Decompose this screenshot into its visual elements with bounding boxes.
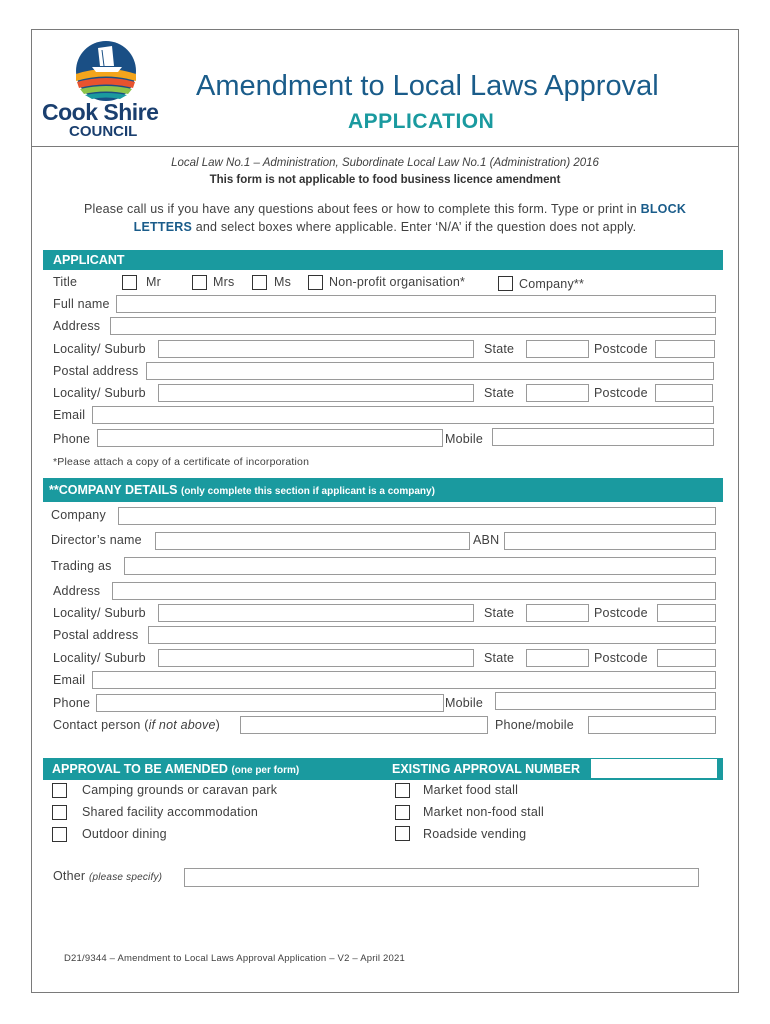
company-mobile-label: Mobile — [445, 696, 484, 710]
title-mrs-checkbox[interactable] — [192, 275, 207, 290]
market-nonfood-label: Market non-food stall — [423, 805, 544, 819]
postcode-field[interactable] — [655, 340, 715, 358]
company-postcode-field[interactable] — [657, 604, 716, 622]
shared-facility-label: Shared facility accommodation — [82, 805, 259, 819]
approval-heading-text: APPROVAL TO BE AMENDED — [52, 762, 228, 776]
company-heading-note: (only complete this section if applicant is a company) — [180, 486, 435, 497]
other-label — [53, 869, 162, 883]
company-email-field[interactable] — [92, 671, 716, 689]
page-title: Amendment to Local Laws Approval — [196, 70, 659, 102]
email-field[interactable] — [92, 406, 714, 424]
contact-label-a: Contact person ( — [53, 718, 149, 732]
address-field[interactable] — [110, 317, 716, 335]
postcode-label: Postcode — [594, 342, 648, 356]
phone-mobile-label: Phone/mobile — [495, 718, 574, 732]
company-field[interactable] — [118, 507, 716, 525]
abn-label: ABN — [473, 533, 500, 547]
shared-facility-checkbox[interactable] — [52, 805, 67, 820]
other-label-note: (please specify) — [88, 872, 163, 883]
locality-label: Locality/ Suburb — [53, 342, 146, 356]
logo-text-line1: Cook Shire — [42, 99, 159, 125]
abn-field[interactable] — [504, 532, 716, 550]
company-heading — [43, 478, 723, 502]
company-state-field[interactable] — [526, 604, 589, 622]
company-postal-state-label: State — [484, 651, 515, 665]
company-address-field[interactable] — [112, 582, 716, 600]
outdoor-dining-label: Outdoor dining — [82, 827, 167, 841]
email-label: Email — [53, 408, 86, 422]
approval-heading-note: (one per form) — [231, 765, 300, 776]
company-locality-field[interactable] — [158, 604, 474, 622]
existing-approval-field[interactable] — [591, 759, 717, 778]
instructions — [31, 202, 739, 216]
mobile-field[interactable] — [492, 428, 714, 446]
market-nonfood-checkbox[interactable] — [395, 805, 410, 820]
other-label-text: Other — [53, 869, 86, 883]
instructions-text-2: and select boxes where applicable. Enter ‘N/A’ if the question does not apply. — [192, 220, 637, 234]
camping-checkbox[interactable] — [52, 783, 67, 798]
phone-label: Phone — [53, 432, 91, 446]
header-divider — [31, 146, 739, 147]
locality-field[interactable] — [158, 340, 474, 358]
title-company-label: Company** — [519, 277, 585, 291]
company-mobile-field[interactable] — [495, 692, 716, 710]
company-heading-text: **COMPANY DETAILS — [49, 483, 178, 497]
applicant-heading — [43, 250, 723, 270]
company-postcode-label: Postcode — [594, 606, 648, 620]
company-phone-label: Phone — [53, 696, 91, 710]
title-ms-label: Ms — [274, 275, 292, 289]
company-phone-field[interactable] — [96, 694, 444, 712]
title-mr-checkbox[interactable] — [122, 275, 137, 290]
company-state-label: State — [484, 606, 515, 620]
council-logo — [42, 36, 172, 144]
camping-label: Camping grounds or caravan park — [82, 783, 278, 797]
title-ms-checkbox[interactable] — [252, 275, 267, 290]
full-name-label: Full name — [53, 297, 110, 311]
company-postal-postcode-label: Postcode — [594, 651, 648, 665]
postal-state-label: State — [484, 386, 515, 400]
outdoor-dining-checkbox[interactable] — [52, 827, 67, 842]
phone-field[interactable] — [97, 429, 443, 447]
postal-address-field[interactable] — [146, 362, 714, 380]
roadside-vending-label: Roadside vending — [423, 827, 527, 841]
title-nonprofit-label: Non-profit organisation* — [329, 275, 466, 289]
contact-label-b: if not above — [148, 718, 216, 732]
company-postal-postcode-field[interactable] — [657, 649, 716, 667]
company-postal-locality-label: Locality/ Suburb — [53, 651, 146, 665]
postal-locality-label: Locality/ Suburb — [53, 386, 146, 400]
state-label: State — [484, 342, 515, 356]
mobile-label: Mobile — [445, 432, 484, 446]
logo-text-line2: COUNCIL — [69, 123, 138, 140]
company-email-label: Email — [53, 673, 86, 687]
postal-postcode-field[interactable] — [655, 384, 713, 402]
phone-mobile-field[interactable] — [588, 716, 716, 734]
company-address-label: Address — [53, 584, 101, 598]
law-reference: Local Law No.1 – Administration, Subordinate Local Law No.1 (Administration) 2016 — [171, 157, 599, 169]
other-field[interactable] — [184, 868, 699, 887]
instructions-line2 — [31, 220, 739, 234]
incorporation-footnote: *Please attach a copy of a certificate of incorporation — [53, 456, 310, 468]
postal-locality-field[interactable] — [158, 384, 474, 402]
title-company-checkbox[interactable] — [498, 276, 513, 291]
title-nonprofit-checkbox[interactable] — [308, 275, 323, 290]
trading-as-label: Trading as — [51, 559, 112, 573]
trading-as-field[interactable] — [124, 557, 716, 575]
market-food-label: Market food stall — [423, 783, 519, 797]
roadside-vending-checkbox[interactable] — [395, 826, 410, 841]
company-postal-label: Postal address — [53, 628, 139, 642]
company-postal-state-field[interactable] — [526, 649, 589, 667]
instructions-bold-2: LETTERS — [133, 220, 193, 234]
address-label: Address — [53, 319, 101, 333]
company-locality-label: Locality/ Suburb — [53, 606, 146, 620]
postal-postcode-label: Postcode — [594, 386, 648, 400]
company-label: Company — [51, 508, 106, 522]
footer-doc-ref: D21/9344 – Amendment to Local Laws Approval Application – V2 – April 2021 — [64, 953, 405, 964]
state-field[interactable] — [526, 340, 589, 358]
postal-state-field[interactable] — [526, 384, 589, 402]
contact-person-field[interactable] — [240, 716, 488, 734]
title-mrs-label: Mrs — [213, 275, 235, 289]
company-postal-field[interactable] — [148, 626, 716, 644]
contact-label-c: ) — [215, 718, 221, 732]
postal-address-label: Postal address — [53, 364, 139, 378]
market-food-checkbox[interactable] — [395, 783, 410, 798]
instructions-bold: BLOCK — [640, 202, 687, 216]
director-label: Director’s name — [51, 533, 142, 547]
director-field[interactable] — [155, 532, 470, 550]
full-name-field[interactable] — [116, 295, 716, 313]
contact-person-label — [53, 718, 220, 732]
page-subtitle: APPLICATION — [348, 110, 495, 133]
applicant-heading-text: APPLICANT — [53, 253, 125, 267]
instructions-text: Please call us if you have any questions about fees or how to complete this form. Type or print in — [83, 202, 641, 216]
company-postal-locality-field[interactable] — [158, 649, 474, 667]
title-mr-label: Mr — [146, 275, 161, 289]
not-applicable-note: This form is not applicable to food business licence amendment — [209, 174, 561, 186]
title-label: Title — [53, 275, 78, 289]
existing-approval-heading: EXISTING APPROVAL NUMBER — [392, 762, 580, 776]
council-emblem-icon — [42, 36, 172, 106]
